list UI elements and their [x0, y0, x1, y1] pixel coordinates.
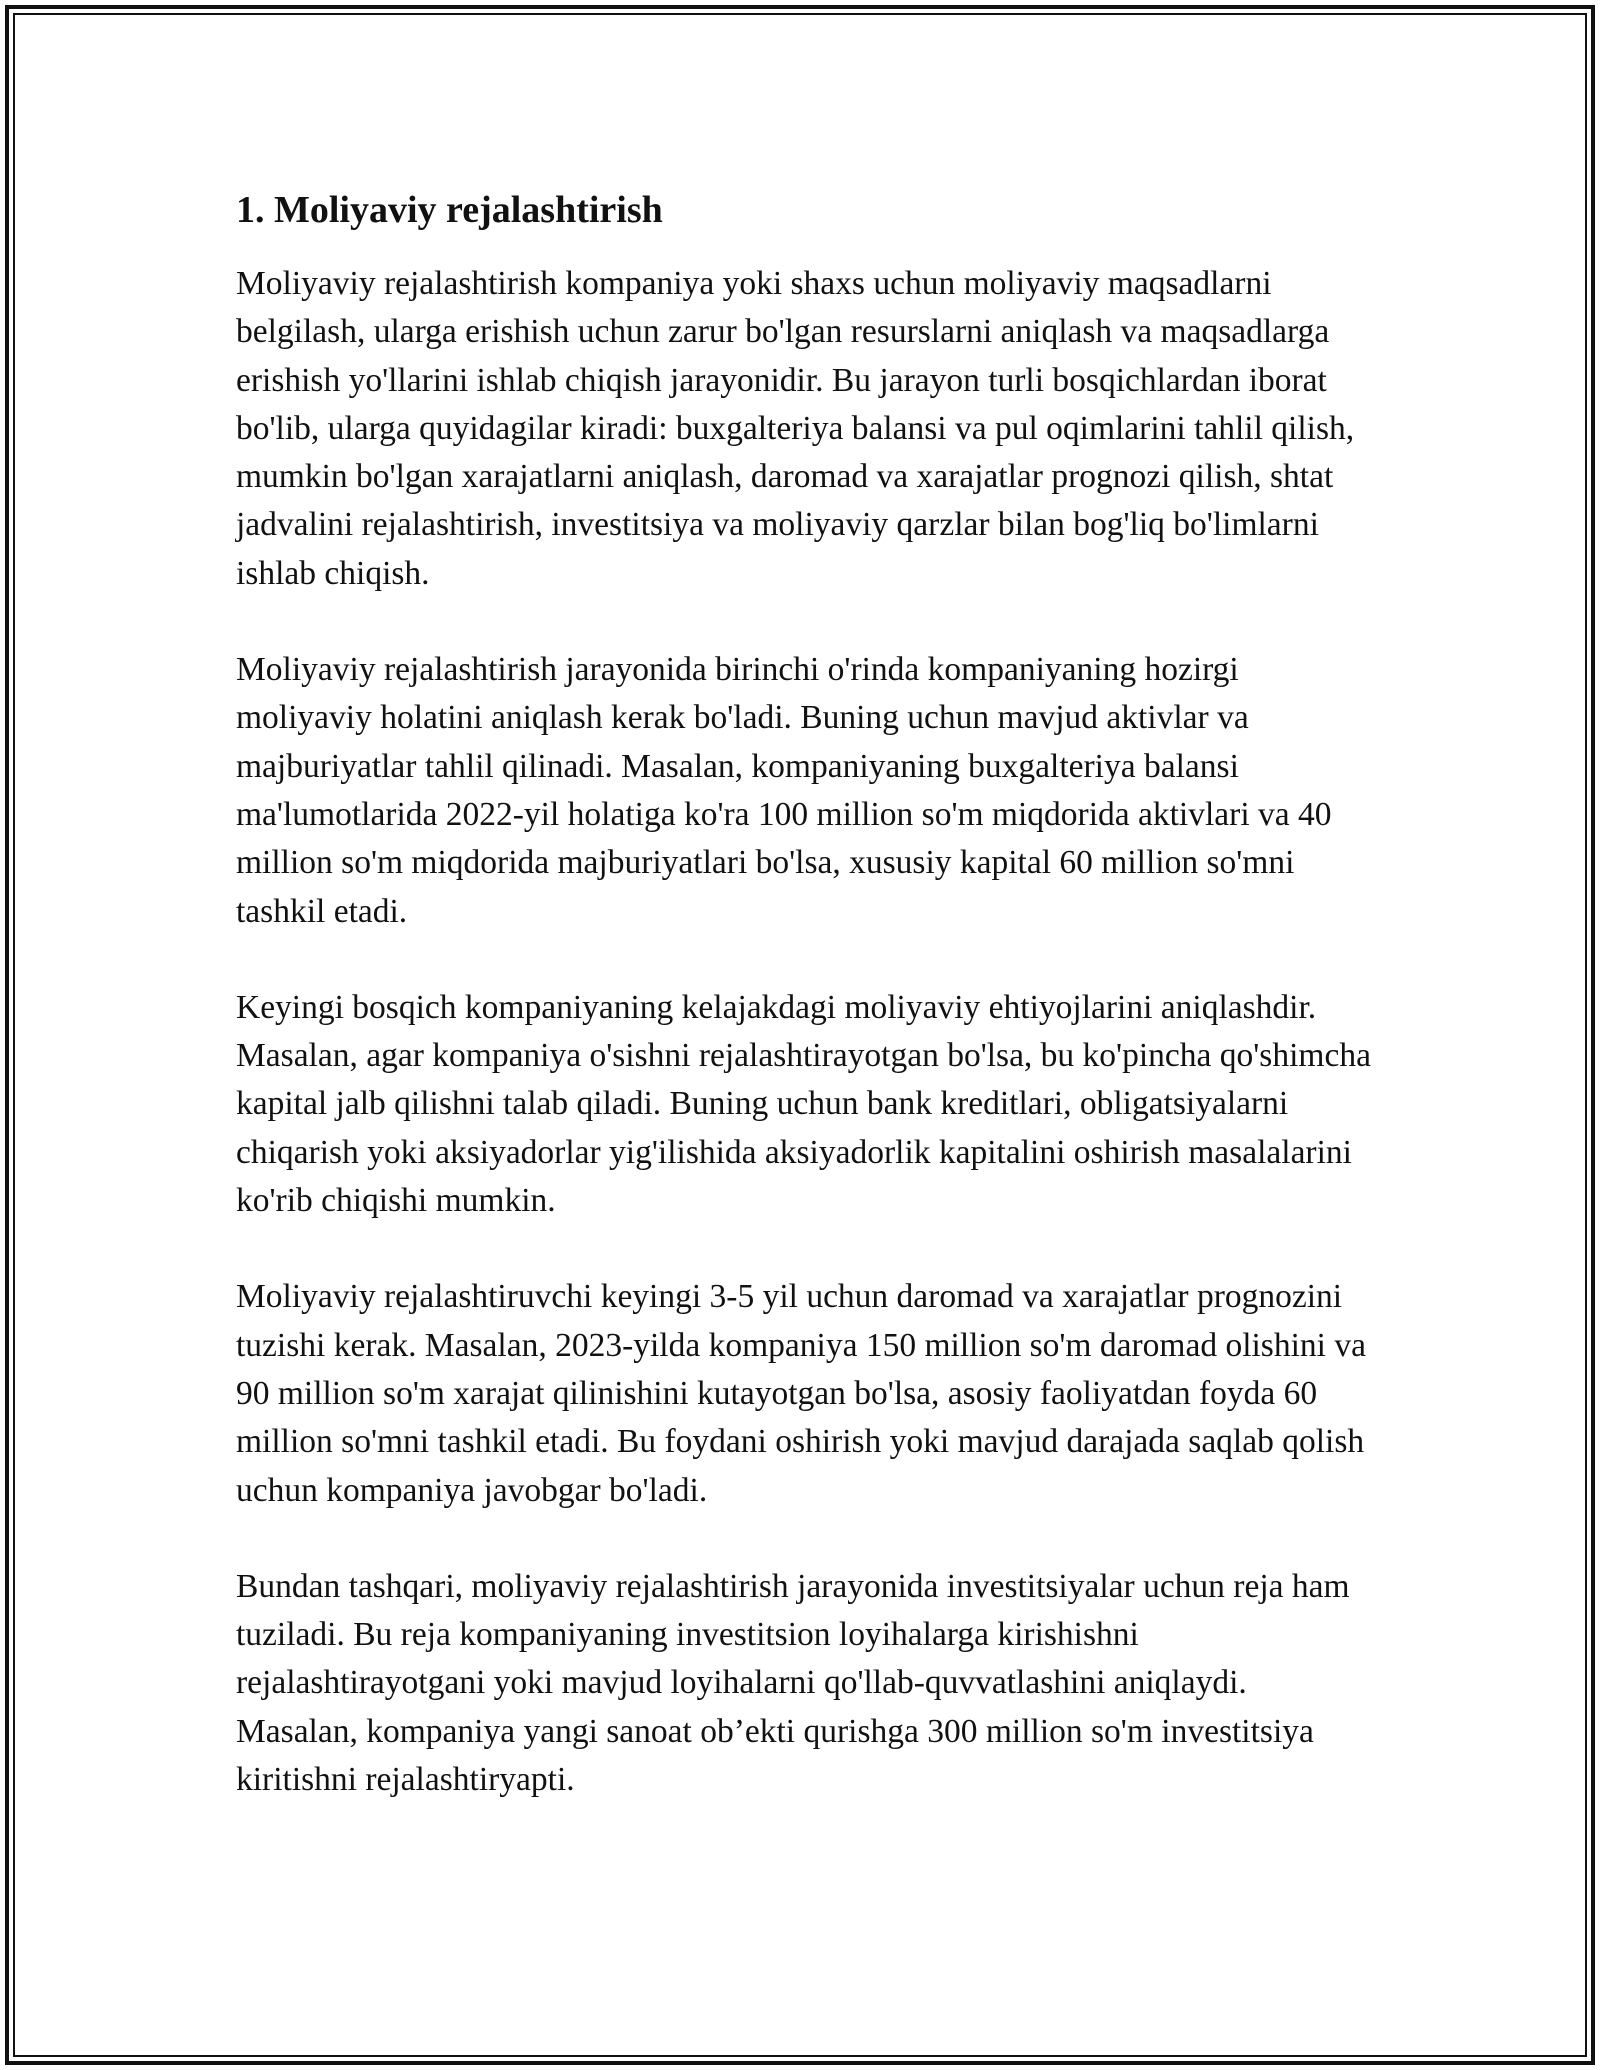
- paragraph-1: Moliyaviy rejalashtirish kompaniya yoki shaxs uchun moliyaviy maqsadlarni belgilash, ularga erishish uchun zarur bo'lgan resurslarni aniqlash va maqsadlarga erishish yo'llarini ishlab chiqish jarayonidir. Bu jarayon turli bosqichlardan iborat bo'lib, ularga quyidagilar kiradi: buxgalteriya balansi va pul oqimlarini tahlil qilish, mumkin bo'lgan xarajatlarni aniqlash, daromad va xarajatlar prognozi qilish, shtat jadvalini rejalashtirish, investitsiya va moliyaviy qarzlar bilan bog'liq bo'limlarni ishlab chiqish.: [236, 265, 1355, 592]
- section-heading: 1. Moliyaviy rejalashtirish: [236, 189, 663, 231]
- document-page: [236, 186, 1376, 1852]
- paragraph-5: Bundan tashqari, moliyaviy rejalashtirish jarayonida investitsiyalar uchun reja ham tuziladi. Bu reja kompaniyaning investitsion loyihalarga kirishishni rejalashtirayotgani yoki mavjud loyihalarni qo'llab-quvvatlashini aniqlaydi. Masalan, kompaniya yangi sanoat ob’ekti qurishga 300 million so'm investitsiya kiritishni rejalashtiryapti.: [236, 1567, 1350, 1799]
- paragraph-3: Keyingi bosqich kompaniyaning kelajakdagi moliyaviy ehtiyojlarini aniqlashdir. Masalan, agar kompaniya o'sishni rejalashtirayotgan bo'lsa, bu ko'pincha qo'shimcha kapital jalb qilishni talab qiladi. Buning uchun bank kreditlari, obligatsiyalarni chiqarish yoki aksiyadorlar yig'ilishida aksiyadorlik kapitalini oshirish masalalarini ko'rib chiqishi mumkin.: [236, 988, 1371, 1220]
- paragraph-4: Moliyaviy rejalashtiruvchi keyingi 3-5 yil uchun daromad va xarajatlar prognozini tuzishi kerak. Masalan, 2023-yilda kompaniya 150 million so'm daromad olishini va 90 million so'm xarajat qilinishini kutayotgan bo'lsa, asosiy faoliyatdan foyda 60 million so'mni tashkil etadi. Bu foydani oshirish yoki mavjud darajada saqlab qolish uchun kompaniya javobgar bo'ladi.: [236, 1278, 1366, 1509]
- paragraph-2: Moliyaviy rejalashtirish jarayonida birinchi o'rinda kompaniyaning hozirgi moliyaviy holatini aniqlash kerak bo'ladi. Buning uchun mavjud aktivlar va majburiyatlar tahlil qilinadi. Masalan, kompaniyaning buxgalteriya balansi ma'lumotlarida 2022-yil holatiga ko'ra 100 million so'm miqdorida aktivlari va 40 million so'm miqdorida majburiyatlari bo'lsa, xususiy kapital 60 million so'mni tashkil etadi.: [236, 651, 1332, 930]
